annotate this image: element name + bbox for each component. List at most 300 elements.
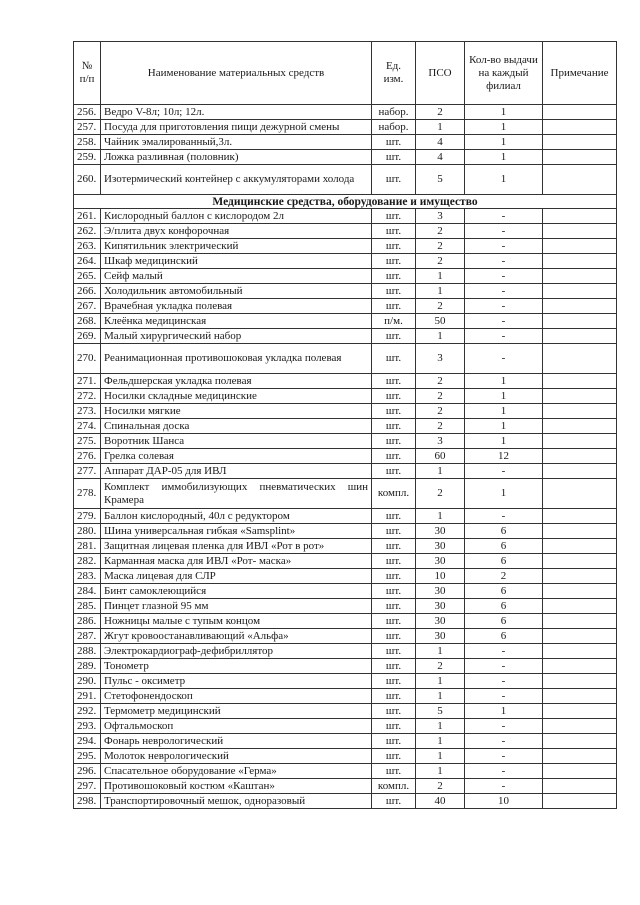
note-cell: [543, 734, 617, 749]
item-name: Кипятильник электрический: [101, 239, 372, 254]
note-cell: [543, 374, 617, 389]
unit-cell: компл.: [372, 779, 416, 794]
item-name: Молоток неврологический: [101, 749, 372, 764]
table-row: [74, 644, 617, 659]
pso-cell: 1: [416, 464, 465, 479]
pso-cell: 2: [416, 254, 465, 269]
row-number: 296.: [74, 764, 101, 779]
table-row: [74, 599, 617, 614]
item-name: Холодильник автомобильный: [101, 284, 372, 299]
note-cell: [543, 794, 617, 809]
note-cell: [543, 584, 617, 599]
item-name: Посуда для приготовления пищи дежурной смены: [101, 120, 372, 135]
pso-cell: 30: [416, 539, 465, 554]
unit-cell: шт.: [372, 794, 416, 809]
table-row: [74, 374, 617, 389]
pso-cell: 2: [416, 299, 465, 314]
item-name: Спинальная доска: [101, 419, 372, 434]
qty-cell: 1: [465, 374, 543, 389]
pso-cell: 4: [416, 135, 465, 150]
note-cell: [543, 569, 617, 584]
table-row: [74, 719, 617, 734]
unit-cell: п/м.: [372, 314, 416, 329]
qty-cell: -: [465, 749, 543, 764]
table-row: [74, 764, 617, 779]
item-name: Фонарь неврологический: [101, 734, 372, 749]
pso-cell: 1: [416, 644, 465, 659]
table-row: [74, 749, 617, 764]
row-number: 274.: [74, 419, 101, 434]
pso-cell: 1: [416, 329, 465, 344]
note-cell: [543, 779, 617, 794]
qty-cell: 1: [465, 120, 543, 135]
unit-cell: шт.: [372, 734, 416, 749]
table-row: [74, 209, 617, 224]
note-cell: [543, 299, 617, 314]
table-row: [74, 554, 617, 569]
qty-cell: 1: [465, 135, 543, 150]
unit-cell: шт.: [372, 554, 416, 569]
table-row: [74, 779, 617, 794]
row-number: 266.: [74, 284, 101, 299]
item-name: Термометр медицинский: [101, 704, 372, 719]
item-name: Офтальмоскоп: [101, 719, 372, 734]
row-number: 264.: [74, 254, 101, 269]
header-pso: ПСО: [416, 42, 465, 105]
note-cell: [543, 689, 617, 704]
header-qty: Кол-во выдачи на каждый филиал: [465, 42, 543, 105]
unit-cell: компл.: [372, 479, 416, 509]
unit-cell: набор.: [372, 120, 416, 135]
qty-cell: 6: [465, 524, 543, 539]
qty-cell: -: [465, 284, 543, 299]
table-row: [74, 464, 617, 479]
table-row: [74, 344, 617, 374]
row-number: 281.: [74, 539, 101, 554]
table-row: [74, 569, 617, 584]
unit-cell: шт.: [372, 614, 416, 629]
unit-cell: шт.: [372, 389, 416, 404]
qty-cell: -: [465, 329, 543, 344]
note-cell: [543, 719, 617, 734]
unit-cell: шт.: [372, 674, 416, 689]
pso-cell: 30: [416, 584, 465, 599]
row-number: 269.: [74, 329, 101, 344]
table-row: [74, 794, 617, 809]
item-name: Карманная маска для ИВЛ «Рот- маска»: [101, 554, 372, 569]
note-cell: [543, 239, 617, 254]
row-number: 276.: [74, 449, 101, 464]
unit-cell: шт.: [372, 374, 416, 389]
qty-cell: -: [465, 464, 543, 479]
row-number: 290.: [74, 674, 101, 689]
unit-cell: шт.: [372, 150, 416, 165]
pso-cell: 2: [416, 239, 465, 254]
table-row: [74, 389, 617, 404]
row-number: 286.: [74, 614, 101, 629]
pso-cell: 5: [416, 165, 465, 195]
item-name: Фельдшерская укладка полевая: [101, 374, 372, 389]
item-name: Шина универсальная гибкая «Samsplint»: [101, 524, 372, 539]
qty-cell: -: [465, 659, 543, 674]
pso-cell: 1: [416, 734, 465, 749]
qty-cell: -: [465, 509, 543, 524]
row-number: 275.: [74, 434, 101, 449]
qty-cell: -: [465, 764, 543, 779]
note-cell: [543, 224, 617, 239]
row-number: 288.: [74, 644, 101, 659]
item-name: Реанимационная противошоковая укладка полевая: [101, 344, 372, 374]
note-cell: [543, 644, 617, 659]
note-cell: [543, 539, 617, 554]
table-row: [74, 150, 617, 165]
pso-cell: 4: [416, 150, 465, 165]
table-row: [74, 689, 617, 704]
note-cell: [543, 704, 617, 719]
item-name: Э/плита двух конфорочная: [101, 224, 372, 239]
table-row: [74, 299, 617, 314]
unit-cell: шт.: [372, 135, 416, 150]
row-number: 293.: [74, 719, 101, 734]
unit-cell: шт.: [372, 749, 416, 764]
unit-cell: шт.: [372, 269, 416, 284]
row-number: 298.: [74, 794, 101, 809]
item-name: Грелка солевая: [101, 449, 372, 464]
pso-cell: 1: [416, 749, 465, 764]
note-cell: [543, 659, 617, 674]
unit-cell: шт.: [372, 404, 416, 419]
item-name: Защитная лицевая пленка для ИВЛ «Рот в рот»: [101, 539, 372, 554]
row-number: 256.: [74, 105, 101, 120]
table-row: [74, 734, 617, 749]
item-name: Малый хирургический набор: [101, 329, 372, 344]
unit-cell: шт.: [372, 704, 416, 719]
materials-table: [73, 41, 617, 809]
item-name: Носилки складные медицинские: [101, 389, 372, 404]
pso-cell: 30: [416, 599, 465, 614]
item-name: Воротник Шанса: [101, 434, 372, 449]
unit-cell: шт.: [372, 344, 416, 374]
qty-cell: -: [465, 344, 543, 374]
pso-cell: 1: [416, 689, 465, 704]
pso-cell: 2: [416, 224, 465, 239]
note-cell: [543, 464, 617, 479]
item-name: Баллон кислородный, 40л с редуктором: [101, 509, 372, 524]
qty-cell: 1: [465, 404, 543, 419]
unit-cell: шт.: [372, 224, 416, 239]
qty-cell: 1: [465, 105, 543, 120]
item-name: Бинт самоклеющийся: [101, 584, 372, 599]
unit-cell: набор.: [372, 105, 416, 120]
pso-cell: 1: [416, 120, 465, 135]
note-cell: [543, 284, 617, 299]
table-row: [74, 329, 617, 344]
note-cell: [543, 509, 617, 524]
unit-cell: шт.: [372, 524, 416, 539]
pso-cell: 10: [416, 569, 465, 584]
pso-cell: 50: [416, 314, 465, 329]
row-number: 291.: [74, 689, 101, 704]
row-number: 262.: [74, 224, 101, 239]
qty-cell: 6: [465, 629, 543, 644]
note-cell: [543, 254, 617, 269]
note-cell: [543, 135, 617, 150]
row-number: 294.: [74, 734, 101, 749]
unit-cell: шт.: [372, 464, 416, 479]
table-row: [74, 434, 617, 449]
row-number: 279.: [74, 509, 101, 524]
note-cell: [543, 629, 617, 644]
pso-cell: 2: [416, 419, 465, 434]
note-cell: [543, 120, 617, 135]
item-name: Ведро V-8л; 10л; 12л.: [101, 105, 372, 120]
pso-cell: 1: [416, 719, 465, 734]
unit-cell: шт.: [372, 239, 416, 254]
row-number: 260.: [74, 165, 101, 195]
unit-cell: шт.: [372, 419, 416, 434]
table-row: [74, 704, 617, 719]
note-cell: [543, 105, 617, 120]
qty-cell: -: [465, 719, 543, 734]
unit-cell: шт.: [372, 254, 416, 269]
pso-cell: 2: [416, 479, 465, 509]
table-row: [74, 239, 617, 254]
item-name: Пинцет глазной 95 мм: [101, 599, 372, 614]
item-name: Маска лицевая для СЛР: [101, 569, 372, 584]
qty-cell: 1: [465, 434, 543, 449]
unit-cell: шт.: [372, 659, 416, 674]
table-row: [74, 254, 617, 269]
note-cell: [543, 329, 617, 344]
note-cell: [543, 479, 617, 509]
row-number: 282.: [74, 554, 101, 569]
unit-cell: шт.: [372, 689, 416, 704]
row-number: 280.: [74, 524, 101, 539]
row-number: 267.: [74, 299, 101, 314]
note-cell: [543, 764, 617, 779]
qty-cell: -: [465, 644, 543, 659]
item-name: Ложка разливная (половник): [101, 150, 372, 165]
unit-cell: шт.: [372, 434, 416, 449]
section-row: [74, 195, 617, 209]
note-cell: [543, 554, 617, 569]
qty-cell: 2: [465, 569, 543, 584]
table-row: [74, 539, 617, 554]
unit-cell: шт.: [372, 584, 416, 599]
table-row: [74, 224, 617, 239]
pso-cell: 2: [416, 659, 465, 674]
row-number: 263.: [74, 239, 101, 254]
pso-cell: 2: [416, 105, 465, 120]
table-row: [74, 105, 617, 120]
table-row: [74, 584, 617, 599]
row-number: 272.: [74, 389, 101, 404]
pso-cell: 30: [416, 614, 465, 629]
qty-cell: 1: [465, 150, 543, 165]
item-name: Противошоковый костюм «Каштан»: [101, 779, 372, 794]
pso-cell: 3: [416, 344, 465, 374]
item-name: Транспортировочный мешок, одноразовый: [101, 794, 372, 809]
item-name: Жгут кровоостанавливающий «Альфа»: [101, 629, 372, 644]
pso-cell: 2: [416, 389, 465, 404]
table-row: [74, 629, 617, 644]
table-row: [74, 269, 617, 284]
table-row: [74, 674, 617, 689]
pso-cell: 5: [416, 704, 465, 719]
pso-cell: 2: [416, 374, 465, 389]
row-number: 258.: [74, 135, 101, 150]
unit-cell: шт.: [372, 284, 416, 299]
pso-cell: 1: [416, 674, 465, 689]
unit-cell: шт.: [372, 644, 416, 659]
qty-cell: -: [465, 779, 543, 794]
note-cell: [543, 599, 617, 614]
unit-cell: шт.: [372, 629, 416, 644]
unit-cell: шт.: [372, 509, 416, 524]
row-number: 287.: [74, 629, 101, 644]
unit-cell: шт.: [372, 539, 416, 554]
pso-cell: 2: [416, 779, 465, 794]
note-cell: [543, 449, 617, 464]
note-cell: [543, 434, 617, 449]
row-number: 271.: [74, 374, 101, 389]
pso-cell: 40: [416, 794, 465, 809]
qty-cell: 6: [465, 584, 543, 599]
qty-cell: -: [465, 314, 543, 329]
note-cell: [543, 524, 617, 539]
note-cell: [543, 419, 617, 434]
note-cell: [543, 344, 617, 374]
unit-cell: шт.: [372, 165, 416, 195]
qty-cell: 1: [465, 165, 543, 195]
qty-cell: -: [465, 299, 543, 314]
item-name: Комплект иммобилизующих пневматических шин Крамера: [101, 479, 372, 509]
item-name: Стетофонендоскоп: [101, 689, 372, 704]
item-name: Спасательное оборудование «Герма»: [101, 764, 372, 779]
row-number: 278.: [74, 479, 101, 509]
item-name: Врачебная укладка полевая: [101, 299, 372, 314]
pso-cell: 1: [416, 284, 465, 299]
header-note: Примечание: [543, 42, 617, 105]
pso-cell: 2: [416, 404, 465, 419]
unit-cell: шт.: [372, 449, 416, 464]
qty-cell: 6: [465, 539, 543, 554]
section-title: Медицинские средства, оборудование и имущество: [74, 195, 617, 209]
qty-cell: -: [465, 239, 543, 254]
row-number: 277.: [74, 464, 101, 479]
table-row: [74, 314, 617, 329]
row-number: 285.: [74, 599, 101, 614]
qty-cell: -: [465, 674, 543, 689]
note-cell: [543, 314, 617, 329]
table-row: [74, 659, 617, 674]
item-name: Аппарат ДАР-05 для ИВЛ: [101, 464, 372, 479]
table-row: [74, 135, 617, 150]
qty-cell: 6: [465, 614, 543, 629]
note-cell: [543, 749, 617, 764]
note-cell: [543, 209, 617, 224]
note-cell: [543, 389, 617, 404]
unit-cell: шт.: [372, 299, 416, 314]
pso-cell: 30: [416, 629, 465, 644]
pso-cell: 30: [416, 554, 465, 569]
pso-cell: 1: [416, 269, 465, 284]
table-row: [74, 479, 617, 509]
pso-cell: 1: [416, 509, 465, 524]
unit-cell: шт.: [372, 719, 416, 734]
table-row: [74, 509, 617, 524]
pso-cell: 30: [416, 524, 465, 539]
table-row: [74, 120, 617, 135]
pso-cell: 60: [416, 449, 465, 464]
row-number: 295.: [74, 749, 101, 764]
item-name: Носилки мягкие: [101, 404, 372, 419]
note-cell: [543, 150, 617, 165]
row-number: 257.: [74, 120, 101, 135]
item-name: Шкаф медицинский: [101, 254, 372, 269]
row-number: 283.: [74, 569, 101, 584]
pso-cell: 1: [416, 764, 465, 779]
qty-cell: 12: [465, 449, 543, 464]
qty-cell: -: [465, 689, 543, 704]
table-row: [74, 524, 617, 539]
qty-cell: 1: [465, 389, 543, 404]
unit-cell: шт.: [372, 764, 416, 779]
header-num: № п/п: [74, 42, 101, 105]
unit-cell: шт.: [372, 209, 416, 224]
unit-cell: шт.: [372, 569, 416, 584]
row-number: 268.: [74, 314, 101, 329]
qty-cell: 1: [465, 704, 543, 719]
note-cell: [543, 404, 617, 419]
item-name: Изотермический контейнер с аккумуляторами холода: [101, 165, 372, 195]
qty-cell: -: [465, 734, 543, 749]
pso-cell: 3: [416, 209, 465, 224]
row-number: 265.: [74, 269, 101, 284]
table-header-row: [74, 42, 617, 105]
qty-cell: 6: [465, 599, 543, 614]
row-number: 297.: [74, 779, 101, 794]
unit-cell: шт.: [372, 329, 416, 344]
qty-cell: 10: [465, 794, 543, 809]
row-number: 261.: [74, 209, 101, 224]
table-row: [74, 404, 617, 419]
qty-cell: 1: [465, 419, 543, 434]
table-row: [74, 419, 617, 434]
item-name: Кислородный баллон с кислородом 2л: [101, 209, 372, 224]
item-name: Сейф малый: [101, 269, 372, 284]
table-row: [74, 449, 617, 464]
pso-cell: 3: [416, 434, 465, 449]
header-unit: Ед. изм.: [372, 42, 416, 105]
qty-cell: 6: [465, 554, 543, 569]
item-name: Чайник эмалированный,3л.: [101, 135, 372, 150]
qty-cell: -: [465, 254, 543, 269]
header-name: Наименование материальных средств: [101, 42, 372, 105]
item-name: Тонометр: [101, 659, 372, 674]
qty-cell: -: [465, 269, 543, 284]
qty-cell: -: [465, 209, 543, 224]
qty-cell: 1: [465, 479, 543, 509]
row-number: 292.: [74, 704, 101, 719]
note-cell: [543, 674, 617, 689]
note-cell: [543, 614, 617, 629]
item-name: Клеёнка медицинская: [101, 314, 372, 329]
row-number: 289.: [74, 659, 101, 674]
row-number: 273.: [74, 404, 101, 419]
row-number: 259.: [74, 150, 101, 165]
table-row: [74, 284, 617, 299]
